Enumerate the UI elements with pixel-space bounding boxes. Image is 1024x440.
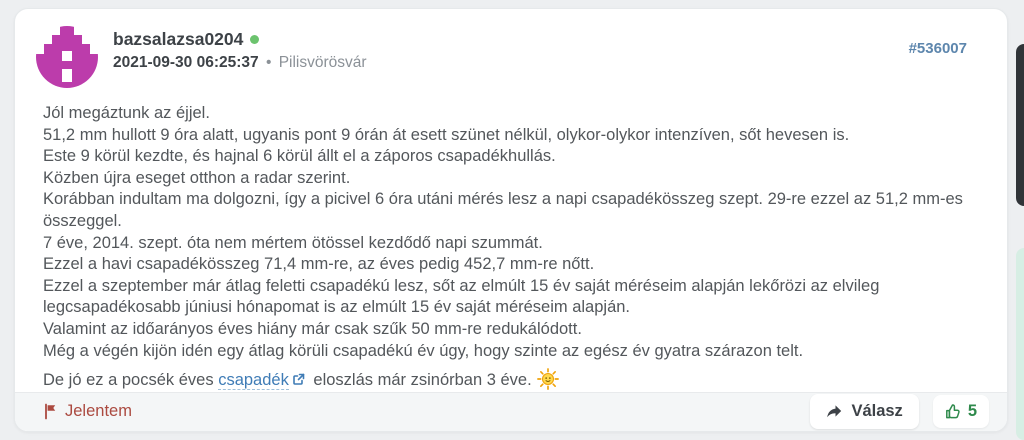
external-link-icon bbox=[292, 373, 305, 386]
last-line-suffix: eloszlás már zsinórban 3 éve. bbox=[308, 371, 532, 390]
sun-emoji-icon bbox=[537, 368, 559, 390]
csapadek-link[interactable]: csapadék bbox=[218, 371, 289, 390]
post-line: Jól megáztunk az éjjel. bbox=[43, 104, 210, 122]
post-body bbox=[15, 89, 1007, 392]
like-count: 5 bbox=[967, 402, 977, 421]
reply-button[interactable] bbox=[810, 394, 918, 429]
like-count-badge[interactable] bbox=[933, 395, 989, 428]
last-line-prefix: De jó ez a pocsék éves bbox=[43, 371, 219, 390]
avatar[interactable] bbox=[35, 25, 99, 89]
thumbs-up-icon bbox=[945, 403, 962, 420]
meta-separator: • bbox=[265, 54, 272, 71]
post-line: Este 9 körül kezdte, és hajnal 6 körül állt el a záporos csapadékhullás. bbox=[43, 147, 556, 166]
username[interactable]: bazsalazsa0204 bbox=[113, 29, 244, 49]
avatar-pixel-art-icon bbox=[35, 25, 99, 89]
adjacent-panel-fragment-dark bbox=[1016, 44, 1024, 206]
online-status-icon bbox=[250, 35, 259, 44]
timestamp: 2021-09-30 06:25:37 bbox=[113, 54, 259, 71]
post-line: Valamint az időarányos éves hiány már csak szűk 50 mm-re redukálódott. bbox=[43, 319, 582, 338]
post-last-line bbox=[43, 368, 989, 392]
reply-label: Válasz bbox=[851, 402, 903, 421]
adjacent-panel-fragment-teal bbox=[1016, 248, 1024, 440]
location: Pilisvörösvár bbox=[278, 54, 367, 71]
post-line: Még a végén kijön idén egy átlag körüli csapadékú év úgy, hogy szinte az egész év gyatra szárazon telt. bbox=[43, 341, 804, 360]
report-label: Jelentem bbox=[65, 402, 132, 421]
post-line: Ezzel a havi csapadékösszeg 71,4 mm-re, az éves pedig 452,7 mm-re nőtt. bbox=[43, 255, 595, 274]
post-line: Korábban indultam ma dolgozni, így a picivel 6 óra utáni mérés lesz a napi csapadékösszeg szept. 29-re ezzel az 51,2 mm-es összeggel. bbox=[43, 190, 963, 230]
reply-arrow-icon bbox=[826, 404, 842, 419]
post-meta bbox=[113, 54, 367, 72]
user-info bbox=[113, 25, 367, 72]
post-line: 51,2 mm hullott 9 óra alatt, ugyanis pont 9 órán át esett szünet nélkül, olykor-olykor intenzíven, sőt hevesen is. bbox=[43, 125, 850, 144]
forum-post-card bbox=[14, 8, 1008, 432]
post-id-link[interactable]: #536007 bbox=[908, 40, 967, 57]
flag-icon bbox=[43, 403, 58, 420]
post-header bbox=[15, 9, 1007, 89]
post-line: Közben újra eseget otthon a radar szerint. bbox=[43, 168, 351, 187]
post-footer bbox=[15, 392, 1007, 431]
post-line: Ezzel a szeptember már átlag feletti csapadékú lesz, sőt az elmúlt 15 év saját méréseim alapján lekőrözi az elvileg legcsapadékosabb júniusi hónapomat is az elmúlt 15 év saját méréseim alapján. bbox=[43, 276, 880, 317]
report-button[interactable] bbox=[43, 402, 132, 421]
post-line: 7 éve, 2014. szept. óta nem mértem ötössel kezdődő napi szummát. bbox=[43, 233, 543, 252]
